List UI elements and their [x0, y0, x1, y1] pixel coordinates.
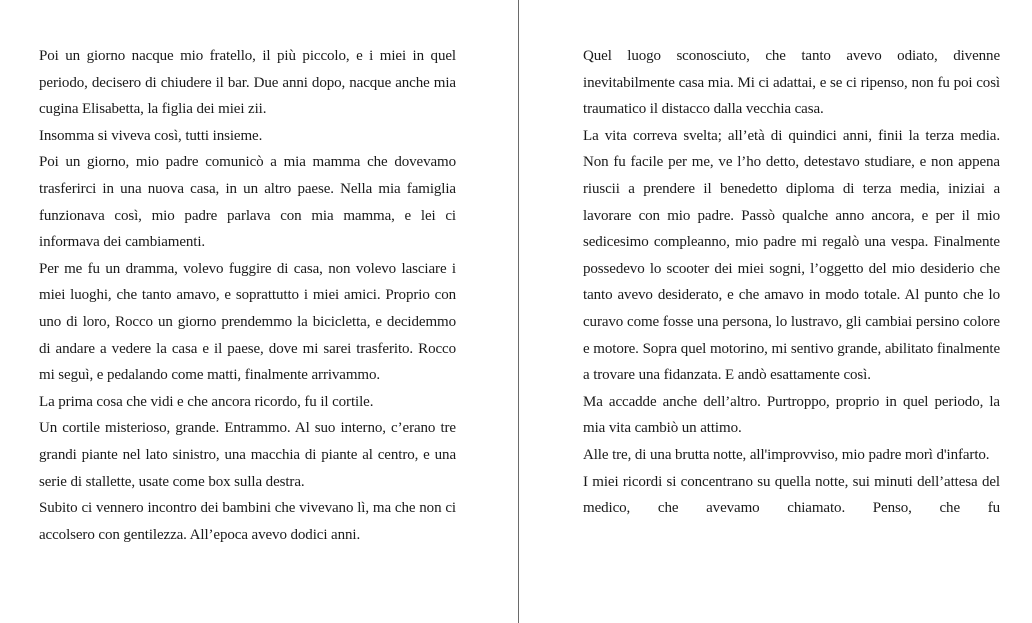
paragraph: Poi un giorno, mio padre comunicò a mia mamma che dovevamo trasferirci in una nuova casa, in un altro paese. Nella mia famiglia funzionava così, mio padre parlava con mia mamma, e lei ci informava dei cambiamenti.	[39, 154, 456, 251]
paragraph: Quel luogo sconosciuto, che tanto avevo odiato, divenne inevitabilmente casa mia. Mi ci adattai, e se ci ripenso, non fu poi così traumatico il distacco dalla vecchia casa.	[583, 48, 1000, 118]
paragraph: Un cortile misterioso, grande. Entrammo. Al suo interno, c’erano tre grandi piante nel lato sinistro, una macchia di piante al centro, e una serie di stallette, usate come box sulla destra.	[39, 420, 456, 490]
paragraph: La vita correva svelta; all’età di quindici anni, finii la terza media. Non fu facile per me, ve l’ho detto, detestavo studiare, e non appena riuscii a prendere il benedetto diploma di terza media, iniziai a lavorare con mio padre. Passò qualche anno ancora, e per il mio sedicesimo compleanno, mio padre mi regalò una vespa. Finalmente possedevo lo scooter dei miei sogni, l’oggetto del mio desiderio che tanto avevo desiderato, e che amavo in modo totale. Al punto che lo curavo come fosse una persona, lo lustravo, gli cambiai persino colore e motore. Sopra quel motorino, mi sentivo grande, abilitato finalmente a trovare una fidanzata. E andò esattamente così.	[583, 127, 1000, 384]
left-page	[39, 43, 456, 548]
paragraph: Subito ci vennero incontro dei bambini che vivevano lì, ma che non ci accolsero con gentilezza. All’epoca avevo dodici anni.	[39, 500, 456, 543]
paragraph: Alle tre, di una brutta notte, all'improvviso, mio padre morì d'infarto.	[583, 446, 990, 463]
paragraph: Poi un giorno nacque mio fratello, il più piccolo, e i miei in quel periodo, decisero di chiudere il bar. Due anni dopo, nacque anche mia cugina Elisabetta, la figlia dei miei zii.	[39, 48, 456, 118]
right-page	[583, 43, 1000, 522]
paragraph: La prima cosa che vidi e che ancora ricordo, fu il cortile.	[39, 393, 374, 410]
paragraph: Ma accadde anche dell’altro. Purtroppo, proprio in quel periodo, la mia vita cambiò un attimo.	[583, 393, 1000, 437]
paragraph: Per me fu un dramma, volevo fuggire di casa, non volevo lasciare i miei luoghi, che tanto amavo, e soprattutto i miei amici. Proprio con uno di loro, Rocco un giorno prendemmo la bicicletta, e decidemmo di andare a vedere la casa e il paese, dove mi sarei trasferito. Rocco mi seguì, e pedalando come matti, finalmente arrivammo.	[39, 260, 456, 384]
paragraph-continued: I miei ricordi si concentrano su quella notte, sui minuti dell’attesa del medico, che avevamo chiamato. Penso, che fu	[583, 473, 1000, 517]
paragraph: Insomma si viveva così, tutti insieme.	[39, 127, 263, 144]
page-divider	[518, 0, 519, 623]
